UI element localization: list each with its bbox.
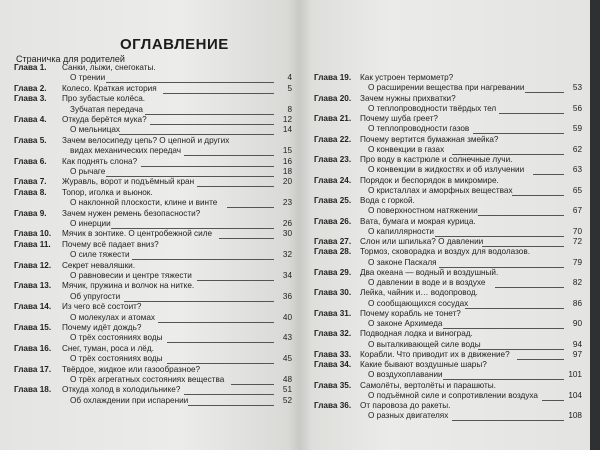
subentry-title: О выталкивающей силе воды xyxy=(368,339,481,349)
subentry-title: О капиллярности xyxy=(368,226,434,236)
chapter-label: Глава 15. xyxy=(14,323,52,332)
page-number: 67 xyxy=(572,206,582,216)
subentry-title: О давлении в воде и в воздухе xyxy=(368,278,486,287)
subentry-title: О поверхностном натяжении xyxy=(368,206,478,216)
subentry-title: О равновесии и центре тяжести xyxy=(70,271,192,280)
dot-leader xyxy=(197,186,274,187)
page-number: 43 xyxy=(282,333,292,343)
chapter-label: Глава 8. xyxy=(14,187,47,197)
dot-leader xyxy=(231,384,274,385)
dot-leader xyxy=(499,113,564,114)
chapter-title: Порядок и беспорядок в микромире. xyxy=(360,175,499,185)
dot-leader xyxy=(533,174,564,175)
subentry-title: О кристаллах и аморфных веществах xyxy=(368,185,513,195)
chapter-label: Глава 33. xyxy=(314,349,352,359)
page-number: 32 xyxy=(282,250,292,260)
chapter-label: Глава 10. xyxy=(14,229,52,239)
dot-leader xyxy=(145,114,274,115)
page-number: 15 xyxy=(282,146,292,156)
chapter-title: Подводная лодка и виноград. xyxy=(360,329,473,339)
chapter-label: Глава 36. xyxy=(314,401,352,410)
dot-leader xyxy=(158,322,274,323)
subentry-title: О законе Паскаля xyxy=(368,257,437,267)
chapter-title: Снег, туман, роса и лёд. xyxy=(62,343,154,353)
dot-leader xyxy=(167,342,274,343)
chapter-label: Глава 30. xyxy=(314,288,352,298)
dot-leader xyxy=(124,301,274,302)
page-number: 12 xyxy=(282,115,292,124)
dot-leader xyxy=(478,215,565,216)
dot-leader xyxy=(141,166,274,167)
page-number: 70 xyxy=(572,226,582,236)
chapter-title: Два океана — водный и воздушный. xyxy=(360,267,499,277)
chapter-title: Слон или шпилька? О давлении xyxy=(360,237,484,246)
chapter-title: Секрет неваляшки. xyxy=(62,260,136,270)
subentry-title: О теплопроводности газов xyxy=(368,124,470,134)
chapter-title: Тормоз, сковорадка и воздух для водолазов. xyxy=(360,247,530,257)
page-number: 45 xyxy=(282,354,292,364)
page-number: 65 xyxy=(572,185,582,195)
chapter-title: Мячик, пружина и волчок на нитке. xyxy=(62,281,195,291)
page-number: 30 xyxy=(282,229,292,239)
chapter-label: Глава 3. xyxy=(14,94,47,104)
page-number: 79 xyxy=(572,257,582,267)
chapter-label: Глава 11. xyxy=(14,239,51,249)
page-number: 94 xyxy=(572,339,582,349)
chapter-label: Глава 23. xyxy=(314,155,352,164)
chapter-title: Вата, бумага и мокрая курица. xyxy=(360,216,476,226)
page-number: 86 xyxy=(572,298,582,308)
page-number: 63 xyxy=(572,165,582,175)
dot-leader xyxy=(197,280,274,281)
chapter-title: Почему идёт дождь? xyxy=(62,323,142,332)
chapter-label: Глава 17. xyxy=(14,364,52,374)
dot-leader xyxy=(188,405,274,406)
chapter-label: Глава 14. xyxy=(14,302,52,312)
dot-leader xyxy=(150,124,274,125)
subentry-title: О разных двигателях xyxy=(368,411,449,421)
page-number: 104 xyxy=(568,390,582,400)
chapter-label: Глава 19. xyxy=(314,73,352,82)
chapter-title: Мячик в зонтике. О центробежной силе xyxy=(62,229,213,239)
chapter-title: Как поднять слона? xyxy=(62,156,138,166)
intro-line: Страничка для родителей xyxy=(16,54,125,64)
chapter-title: Лейка, чайник и… водопровод. xyxy=(360,288,478,298)
chapter-label: Глава 29. xyxy=(314,267,352,277)
chapter-title: Корабли. Что приводит их в движение? xyxy=(360,349,510,359)
subentry-title: Об упругости xyxy=(70,291,121,301)
chapter-label: Глава 9. xyxy=(14,208,47,218)
chapter-label: Глава 1. xyxy=(14,63,47,72)
chapter-label: Глава 21. xyxy=(314,114,352,123)
subentry-title: О трёх агрегатных состояниях вещества xyxy=(70,375,225,384)
dot-leader xyxy=(132,259,274,260)
subentry-title: О инерции xyxy=(70,219,111,228)
chapter-title: Колесо. Краткая история xyxy=(62,83,157,93)
chapter-title: Из чего всё состоит? xyxy=(62,302,142,312)
subentry-title: О законе Архимеда xyxy=(368,319,443,328)
page-number: 52 xyxy=(282,395,292,405)
page-number: 59 xyxy=(572,124,582,134)
page-number: 53 xyxy=(572,83,582,93)
chapter-label: Глава 12. xyxy=(14,260,52,270)
chapter-title: Почему вертится бумажная змейка? xyxy=(360,134,499,144)
dot-leader xyxy=(184,394,274,395)
page-number: 72 xyxy=(572,237,582,246)
subentry-title: Зубчатая передача xyxy=(70,104,143,114)
chapter-label: Глава 2. xyxy=(14,83,47,93)
subentry-title: О трёх состояниях воды xyxy=(70,354,163,364)
chapter-label: Глава 27. xyxy=(314,237,352,246)
page-number: 20 xyxy=(282,177,292,187)
dot-leader xyxy=(512,195,564,196)
chapter-title: Про воду в кастрюле и солнечные лучи. xyxy=(360,155,513,164)
chapter-label: Глава 22. xyxy=(314,134,352,144)
page-number: 48 xyxy=(282,375,292,384)
chapter-label: Глава 18. xyxy=(14,385,52,395)
page-number: 108 xyxy=(568,411,582,421)
subentry-title: Об охлаждении при испарении xyxy=(70,395,189,405)
dot-leader xyxy=(452,420,564,421)
page-number: 8 xyxy=(287,104,292,114)
page-number: 82 xyxy=(572,278,582,287)
subentry-title: О силе тяжести xyxy=(70,250,130,260)
chapter-title: Самолёты, вертолёты и парашюты. xyxy=(360,380,496,390)
page-number: 56 xyxy=(572,103,582,113)
subentry-title: О трении xyxy=(70,73,106,83)
chapter-label: Глава 5. xyxy=(14,135,47,145)
chapter-label: Глава 24. xyxy=(314,175,352,185)
dot-leader xyxy=(542,400,564,401)
dot-leader xyxy=(495,287,564,288)
page-number: 97 xyxy=(572,349,582,359)
subentry-title: О молекулах и атомах xyxy=(70,312,155,322)
chapter-title: Зачем нужны прихватки? xyxy=(360,93,456,103)
chapter-label: Глава 16. xyxy=(14,343,52,353)
chapter-title: Вода с горкой. xyxy=(360,196,415,205)
background-edge xyxy=(590,0,600,450)
page-number: 4 xyxy=(287,73,292,83)
page-number: 51 xyxy=(282,385,292,395)
page-number: 23 xyxy=(282,198,292,208)
subentry-title: О теплопроводности твёрдых тел xyxy=(368,103,497,113)
chapter-label: Глава 20. xyxy=(314,93,352,103)
chapter-label: Глава 26. xyxy=(314,216,352,226)
chapter-title: Как устроен термометр? xyxy=(360,73,454,82)
subentry-title: О воздухоплавании xyxy=(368,370,443,380)
subentry-title: О мельницах xyxy=(70,125,121,135)
subentry-title: О расширении вещества при нагревании xyxy=(368,83,525,93)
chapter-title: Зачем велосипеду цепь? О цепной и других xyxy=(62,135,230,145)
page-number: 90 xyxy=(572,319,582,328)
chapter-title: Какие бывают воздушные шары? xyxy=(360,360,487,369)
subentry-title: О конвекции в газах xyxy=(368,144,445,154)
chapter-title: Твёрдое, жидкое или газообразное? xyxy=(62,364,201,374)
page-number: 62 xyxy=(572,144,582,154)
page-number: 34 xyxy=(282,271,292,280)
right-page xyxy=(300,0,600,450)
chapter-label: Глава 13. xyxy=(14,281,52,291)
page-title: ОГЛАВЛЕНИЕ xyxy=(120,36,229,53)
subentry-title: О конвекции в жидкостях и об излучении xyxy=(368,165,525,175)
dot-leader xyxy=(517,359,564,360)
page-number: 36 xyxy=(282,291,292,301)
subentry-title: О наклонной плоскости, клине и винте xyxy=(70,198,218,208)
dot-leader xyxy=(227,207,274,208)
dot-leader xyxy=(465,308,564,309)
dot-leader xyxy=(219,238,274,239)
chapter-label: Глава 28. xyxy=(314,247,352,257)
page-number: 14 xyxy=(282,125,292,135)
dot-leader xyxy=(163,93,274,94)
toc-right-column xyxy=(314,0,584,450)
chapter-label: Глава 34. xyxy=(314,360,352,369)
subentry-title: О сообщающихся сосудах xyxy=(368,298,469,308)
chapter-label: Глава 25. xyxy=(314,196,352,205)
page-number: 26 xyxy=(282,219,292,228)
dot-leader xyxy=(184,155,274,156)
chapter-title: Зачем нужен ремень безопасности? xyxy=(62,208,201,218)
subentry-title: О трёх состояниях воды xyxy=(70,333,163,343)
chapter-title: Журавль, ворот и подъёмный кран xyxy=(62,177,195,187)
chapter-title: Топор, иголка и вьюнок. xyxy=(62,187,153,197)
chapter-label: Глава 35. xyxy=(314,380,352,390)
page-number: 101 xyxy=(568,370,582,380)
chapter-title: От паровоза до ракеты. xyxy=(360,401,451,410)
page-number: 5 xyxy=(287,83,292,93)
chapter-title: Про зубастые колёса. xyxy=(62,94,146,104)
toc-left-column xyxy=(14,0,294,450)
subentry-title: видах механических передач xyxy=(70,146,182,156)
chapter-title: Почему корабль не тонет? xyxy=(360,308,461,318)
page-number: 18 xyxy=(282,167,292,176)
page-number: 40 xyxy=(282,312,292,322)
dot-leader xyxy=(525,92,564,93)
chapter-title: Откуда берётся мука? xyxy=(62,115,147,124)
chapter-title: Санки, лыжи, снегокаты. xyxy=(62,63,156,72)
chapter-label: Глава 31. xyxy=(314,308,352,318)
chapter-title: Откуда холод в холодильнике? xyxy=(62,385,181,395)
subentry-title: О подъёмной силе и сопротивлении воздуха xyxy=(368,390,538,400)
chapter-label: Глава 6. xyxy=(14,156,47,166)
chapter-title: Почему всё падает вниз? xyxy=(62,239,159,249)
chapter-label: Глава 32. xyxy=(314,329,352,339)
subentry-title: О рычаге xyxy=(70,167,106,176)
chapter-label: Глава 7. xyxy=(14,177,47,187)
page-number: 16 xyxy=(282,156,292,166)
chapter-label: Глава 4. xyxy=(14,115,47,124)
chapter-title: Почему шуба греет? xyxy=(360,114,438,123)
